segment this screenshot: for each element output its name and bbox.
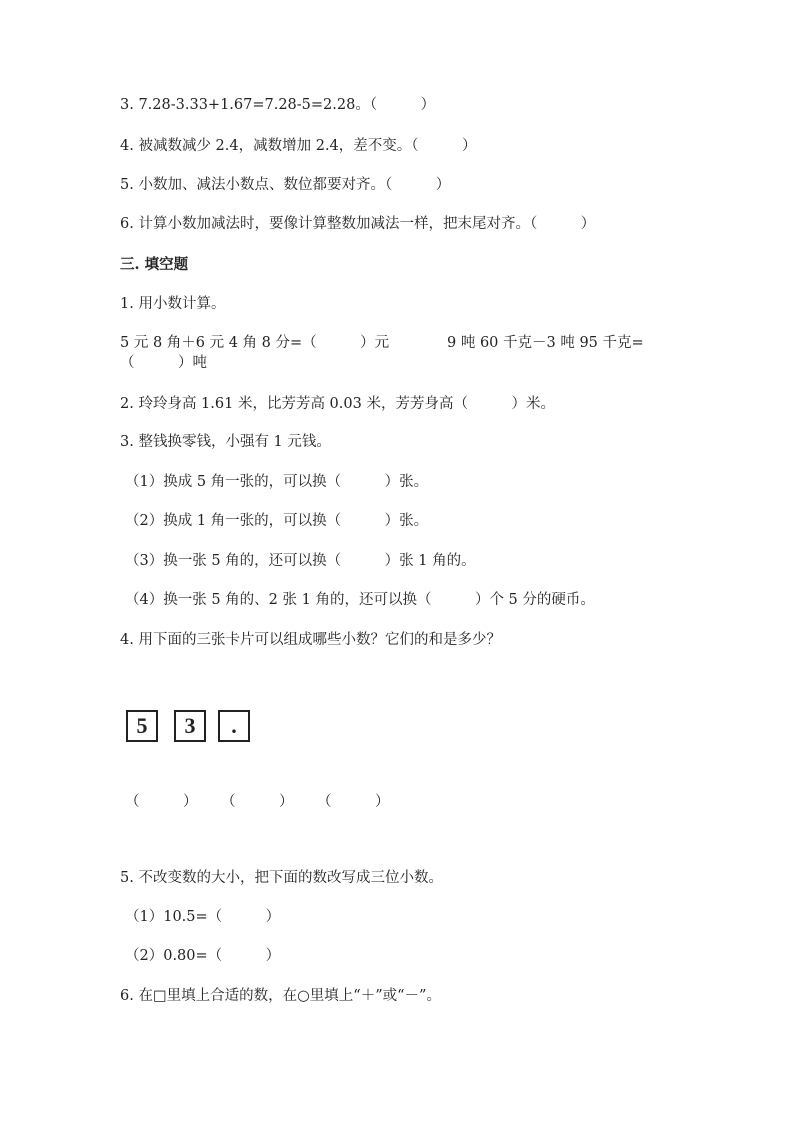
decimal-point-card: . [218,710,250,742]
judge-question-4: 4. 被减数减少 2.4，减数增加 2.4，差不变。（ ） [120,138,477,154]
fill-question-5-item-1: （1）10.5=（ ） [125,909,281,925]
fill-question-1-part-a: 5 元 8 角＋6 元 4 角 8 分=（ ）元 [120,335,390,351]
fill-question-3-item-3: （3）换一张 5 角的，还可以换（ ）张 1 角的。 [125,553,476,569]
fill-question-1-part-b: 9 吨 60 千克－3 吨 95 千克= [447,335,644,351]
fill-question-2: 2. 玲玲身高 1.61 米，比芳芳高 0.03 米，芳芳身高（ ）米。 [120,396,555,412]
judge-question-3: 3. 7.28-3.33+1.67=7.28-5=2.28。（ ） [120,97,436,113]
judge-question-5: 5. 小数加、减法小数点、数位都要对齐。（ ） [120,177,451,193]
fill-question-1-part-b-answer: （ ）吨 [120,355,207,371]
fill-question-3-item-4: （4）换一张 5 角的、2 张 1 角的，还可以换（ ）个 5 分的硬币。 [125,592,595,608]
fill-question-3-item-1: （1）换成 5 角一张的，可以换（ ）张。 [125,474,429,490]
digit-card-5: 5 [126,710,158,742]
answer-blank-3: （ ） [317,794,390,810]
judge-question-6: 6. 计算小数加减法时，要像计算整数加减法一样，把末尾对齐。（ ） [120,216,596,232]
answer-blank-2: （ ） [221,794,294,810]
answer-blank-1: （ ） [125,794,198,810]
fill-question-3-item-2: （2）换成 1 角一张的，可以换（ ）张。 [125,513,429,529]
fill-question-6: 6. 在□里填上合适的数，在○里填上“＋”或“－”。 [120,988,441,1004]
fill-question-5-item-2: （2）0.80=（ ） [125,948,281,964]
fill-question-5-title: 5. 不改变数的大小，把下面的数改写成三位小数。 [120,870,443,886]
fill-question-3-title: 3. 整钱换零钱，小强有 1 元钱。 [120,434,331,450]
fill-question-4-title: 4. 用下面的三张卡片可以组成哪些小数？它们的和是多少？ [120,632,501,648]
digit-card-3: 3 [174,710,206,742]
fill-question-1-title: 1. 用小数计算。 [120,296,226,312]
section-title-fill-blank: 三. 填空题 [120,256,189,273]
